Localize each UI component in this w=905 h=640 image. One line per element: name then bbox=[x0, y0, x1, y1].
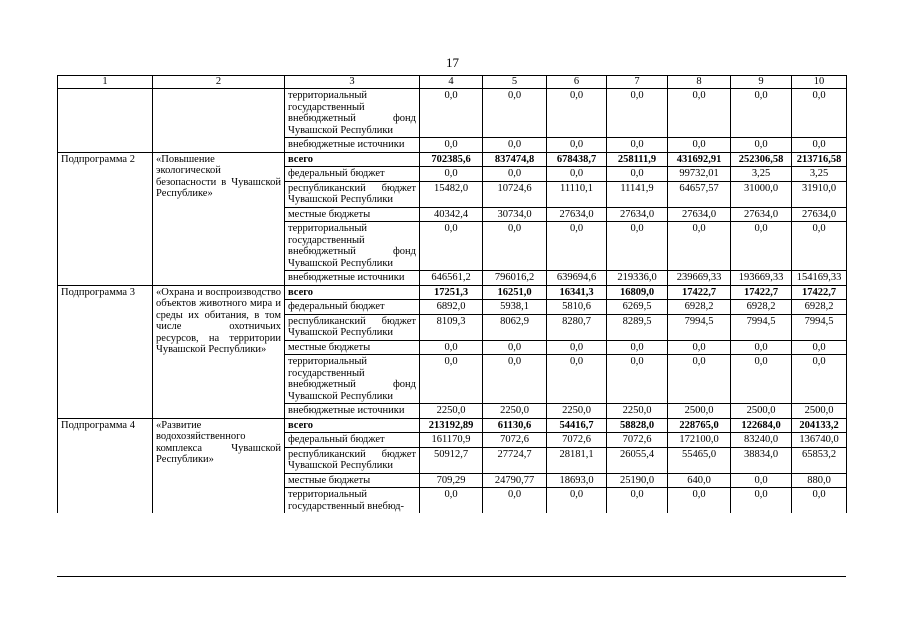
funding-source: всего bbox=[285, 285, 420, 300]
value-cell: 2500,0 bbox=[792, 404, 847, 419]
funding-source: федеральный бюджет bbox=[285, 167, 420, 182]
value-cell: 0,0 bbox=[668, 355, 731, 404]
value-cell: 83240,0 bbox=[731, 433, 792, 448]
value-cell: 0,0 bbox=[731, 89, 792, 138]
value-cell: 0,0 bbox=[731, 355, 792, 404]
header-cell: 10 bbox=[792, 76, 847, 89]
value-cell: 0,0 bbox=[547, 138, 607, 153]
value-cell: 2250,0 bbox=[420, 404, 483, 419]
value-cell: 0,0 bbox=[607, 222, 668, 271]
value-cell: 0,0 bbox=[668, 89, 731, 138]
value-cell: 3,25 bbox=[731, 167, 792, 182]
program-title-cell bbox=[153, 89, 285, 153]
value-cell: 0,0 bbox=[420, 138, 483, 153]
value-cell: 58828,0 bbox=[607, 418, 668, 433]
value-cell: 27724,7 bbox=[483, 447, 547, 473]
value-cell: 0,0 bbox=[483, 89, 547, 138]
value-cell: 55465,0 bbox=[668, 447, 731, 473]
header-cell: 6 bbox=[547, 76, 607, 89]
value-cell: 6928,2 bbox=[668, 300, 731, 315]
value-cell: 27634,0 bbox=[607, 207, 668, 222]
value-cell: 61130,6 bbox=[483, 418, 547, 433]
value-cell: 6269,5 bbox=[607, 300, 668, 315]
funding-source: внебюджетные источники bbox=[285, 404, 420, 419]
value-cell: 239669,33 bbox=[668, 271, 731, 286]
funding-source: территориальный государственный внебюджетный фонд Чувашской Республики bbox=[285, 89, 420, 138]
program-title-cell: «Развитие водохозяйственного комплекса Чувашской Республики» bbox=[153, 418, 285, 513]
value-cell: 11141,9 bbox=[607, 181, 668, 207]
value-cell: 0,0 bbox=[483, 138, 547, 153]
value-cell: 639694,6 bbox=[547, 271, 607, 286]
value-cell: 18693,0 bbox=[547, 473, 607, 488]
value-cell: 0,0 bbox=[607, 138, 668, 153]
value-cell: 213716,58 bbox=[792, 152, 847, 167]
funding-source: внебюджетные источники bbox=[285, 138, 420, 153]
value-cell: 193669,33 bbox=[731, 271, 792, 286]
value-cell: 0,0 bbox=[420, 488, 483, 514]
value-cell: 50912,7 bbox=[420, 447, 483, 473]
value-cell: 0,0 bbox=[731, 488, 792, 514]
funding-source: территориальный государственный внебюджетный фонд Чувашской Республики bbox=[285, 355, 420, 404]
value-cell: 40342,4 bbox=[420, 207, 483, 222]
value-cell: 0,0 bbox=[792, 488, 847, 514]
funding-source: всего bbox=[285, 418, 420, 433]
funding-source: республиканский бюджет Чувашской Республики bbox=[285, 314, 420, 340]
value-cell: 2250,0 bbox=[483, 404, 547, 419]
value-cell: 16341,3 bbox=[547, 285, 607, 300]
value-cell: 7072,6 bbox=[607, 433, 668, 448]
header-cell: 5 bbox=[483, 76, 547, 89]
value-cell: 0,0 bbox=[792, 138, 847, 153]
table-row bbox=[58, 418, 847, 433]
value-cell: 0,0 bbox=[483, 488, 547, 514]
value-cell: 24790,77 bbox=[483, 473, 547, 488]
value-cell: 252306,58 bbox=[731, 152, 792, 167]
value-cell: 0,0 bbox=[483, 222, 547, 271]
value-cell: 64657,57 bbox=[668, 181, 731, 207]
funding-source: федеральный бюджет bbox=[285, 300, 420, 315]
value-cell: 0,0 bbox=[792, 340, 847, 355]
program-name-cell: Подпрограмма 4 bbox=[58, 418, 153, 513]
value-cell: 31000,0 bbox=[731, 181, 792, 207]
value-cell: 7994,5 bbox=[792, 314, 847, 340]
value-cell: 0,0 bbox=[731, 138, 792, 153]
funding-source: федеральный бюджет bbox=[285, 433, 420, 448]
value-cell: 880,0 bbox=[792, 473, 847, 488]
value-cell: 17422,7 bbox=[731, 285, 792, 300]
value-cell: 54416,7 bbox=[547, 418, 607, 433]
value-cell: 0,0 bbox=[792, 222, 847, 271]
funding-source: территориальный государственный внебюд- bbox=[285, 488, 420, 514]
value-cell: 3,25 bbox=[792, 167, 847, 182]
header-cell: 3 bbox=[285, 76, 420, 89]
value-cell: 0,0 bbox=[483, 167, 547, 182]
value-cell: 678438,7 bbox=[547, 152, 607, 167]
value-cell: 258111,9 bbox=[607, 152, 668, 167]
value-cell: 709,29 bbox=[420, 473, 483, 488]
value-cell: 228765,0 bbox=[668, 418, 731, 433]
funding-source: республиканский бюджет Чувашской Республики bbox=[285, 181, 420, 207]
value-cell: 6928,2 bbox=[792, 300, 847, 315]
value-cell: 0,0 bbox=[607, 340, 668, 355]
value-cell: 0,0 bbox=[792, 89, 847, 138]
value-cell: 38834,0 bbox=[731, 447, 792, 473]
value-cell: 136740,0 bbox=[792, 433, 847, 448]
value-cell: 0,0 bbox=[420, 340, 483, 355]
value-cell: 17251,3 bbox=[420, 285, 483, 300]
value-cell: 27634,0 bbox=[731, 207, 792, 222]
value-cell: 16809,0 bbox=[607, 285, 668, 300]
value-cell: 99732,01 bbox=[668, 167, 731, 182]
header-cell: 1 bbox=[58, 76, 153, 89]
value-cell: 154169,33 bbox=[792, 271, 847, 286]
value-cell: 2500,0 bbox=[731, 404, 792, 419]
value-cell: 26055,4 bbox=[607, 447, 668, 473]
value-cell: 0,0 bbox=[731, 222, 792, 271]
program-title-cell: «Повышение экологической безопасности в Чувашской Республике» bbox=[153, 152, 285, 285]
value-cell: 0,0 bbox=[420, 167, 483, 182]
value-cell: 8062,9 bbox=[483, 314, 547, 340]
value-cell: 0,0 bbox=[668, 222, 731, 271]
value-cell: 7994,5 bbox=[668, 314, 731, 340]
value-cell: 122684,0 bbox=[731, 418, 792, 433]
value-cell: 0,0 bbox=[547, 89, 607, 138]
header-cell: 4 bbox=[420, 76, 483, 89]
value-cell: 837474,8 bbox=[483, 152, 547, 167]
value-cell: 204133,2 bbox=[792, 418, 847, 433]
value-cell: 27634,0 bbox=[547, 207, 607, 222]
value-cell: 5938,1 bbox=[483, 300, 547, 315]
value-cell: 0,0 bbox=[792, 355, 847, 404]
header-cell: 9 bbox=[731, 76, 792, 89]
value-cell: 219336,0 bbox=[607, 271, 668, 286]
program-name-cell bbox=[58, 89, 153, 153]
value-cell: 27634,0 bbox=[792, 207, 847, 222]
program-name-cell: Подпрограмма 2 bbox=[58, 152, 153, 285]
value-cell: 28181,1 bbox=[547, 447, 607, 473]
table-row bbox=[58, 152, 847, 167]
funding-source: всего bbox=[285, 152, 420, 167]
value-cell: 213192,89 bbox=[420, 418, 483, 433]
funding-source: местные бюджеты bbox=[285, 473, 420, 488]
header-cell: 8 bbox=[668, 76, 731, 89]
value-cell: 6928,2 bbox=[731, 300, 792, 315]
value-cell: 0,0 bbox=[420, 355, 483, 404]
funding-source: местные бюджеты bbox=[285, 207, 420, 222]
program-title-cell: «Охрана и воспроизводство объектов животного мира и среды их обитания, в том числе охотничьих ресурсов, на территории Чувашской Республики» bbox=[153, 285, 285, 418]
value-cell: 0,0 bbox=[668, 340, 731, 355]
program-name-cell: Подпрограмма 3 bbox=[58, 285, 153, 418]
value-cell: 8109,3 bbox=[420, 314, 483, 340]
value-cell: 0,0 bbox=[607, 89, 668, 138]
value-cell: 0,0 bbox=[420, 89, 483, 138]
value-cell: 7072,6 bbox=[547, 433, 607, 448]
funding-source: территориальный государственный внебюджетный фонд Чувашской Республики bbox=[285, 222, 420, 271]
value-cell: 796016,2 bbox=[483, 271, 547, 286]
page-number: 17 bbox=[446, 55, 459, 70]
value-cell: 0,0 bbox=[547, 222, 607, 271]
value-cell: 17422,7 bbox=[668, 285, 731, 300]
value-cell: 31910,0 bbox=[792, 181, 847, 207]
value-cell: 2250,0 bbox=[607, 404, 668, 419]
value-cell: 7994,5 bbox=[731, 314, 792, 340]
header-row bbox=[58, 76, 847, 89]
value-cell: 16251,0 bbox=[483, 285, 547, 300]
value-cell: 0,0 bbox=[547, 355, 607, 404]
value-cell: 646561,2 bbox=[420, 271, 483, 286]
value-cell: 0,0 bbox=[607, 355, 668, 404]
header-cell: 7 bbox=[607, 76, 668, 89]
value-cell: 15482,0 bbox=[420, 181, 483, 207]
budget-table bbox=[57, 75, 847, 513]
value-cell: 2250,0 bbox=[547, 404, 607, 419]
value-cell: 5810,6 bbox=[547, 300, 607, 315]
value-cell: 27634,0 bbox=[668, 207, 731, 222]
value-cell: 11110,1 bbox=[547, 181, 607, 207]
value-cell: 0,0 bbox=[731, 473, 792, 488]
funding-source: местные бюджеты bbox=[285, 340, 420, 355]
value-cell: 0,0 bbox=[731, 340, 792, 355]
value-cell: 10724,6 bbox=[483, 181, 547, 207]
value-cell: 640,0 bbox=[668, 473, 731, 488]
header-cell: 2 bbox=[153, 76, 285, 89]
value-cell: 30734,0 bbox=[483, 207, 547, 222]
value-cell: 0,0 bbox=[547, 340, 607, 355]
value-cell: 0,0 bbox=[483, 355, 547, 404]
value-cell: 0,0 bbox=[668, 138, 731, 153]
value-cell: 0,0 bbox=[483, 340, 547, 355]
value-cell: 25190,0 bbox=[607, 473, 668, 488]
value-cell: 65853,2 bbox=[792, 447, 847, 473]
value-cell: 2500,0 bbox=[668, 404, 731, 419]
value-cell: 702385,6 bbox=[420, 152, 483, 167]
funding-source: республиканский бюджет Чувашской Республики bbox=[285, 447, 420, 473]
value-cell: 0,0 bbox=[547, 488, 607, 514]
value-cell: 7072,6 bbox=[483, 433, 547, 448]
funding-source: внебюджетные источники bbox=[285, 271, 420, 286]
table-row bbox=[58, 89, 847, 138]
value-cell: 161170,9 bbox=[420, 433, 483, 448]
value-cell: 0,0 bbox=[668, 488, 731, 514]
table-bottom-rule bbox=[57, 576, 846, 577]
value-cell: 0,0 bbox=[607, 488, 668, 514]
value-cell: 0,0 bbox=[607, 167, 668, 182]
value-cell: 8280,7 bbox=[547, 314, 607, 340]
value-cell: 0,0 bbox=[420, 222, 483, 271]
value-cell: 172100,0 bbox=[668, 433, 731, 448]
value-cell: 6892,0 bbox=[420, 300, 483, 315]
value-cell: 0,0 bbox=[547, 167, 607, 182]
table-row bbox=[58, 285, 847, 300]
value-cell: 431692,91 bbox=[668, 152, 731, 167]
value-cell: 17422,7 bbox=[792, 285, 847, 300]
value-cell: 8289,5 bbox=[607, 314, 668, 340]
